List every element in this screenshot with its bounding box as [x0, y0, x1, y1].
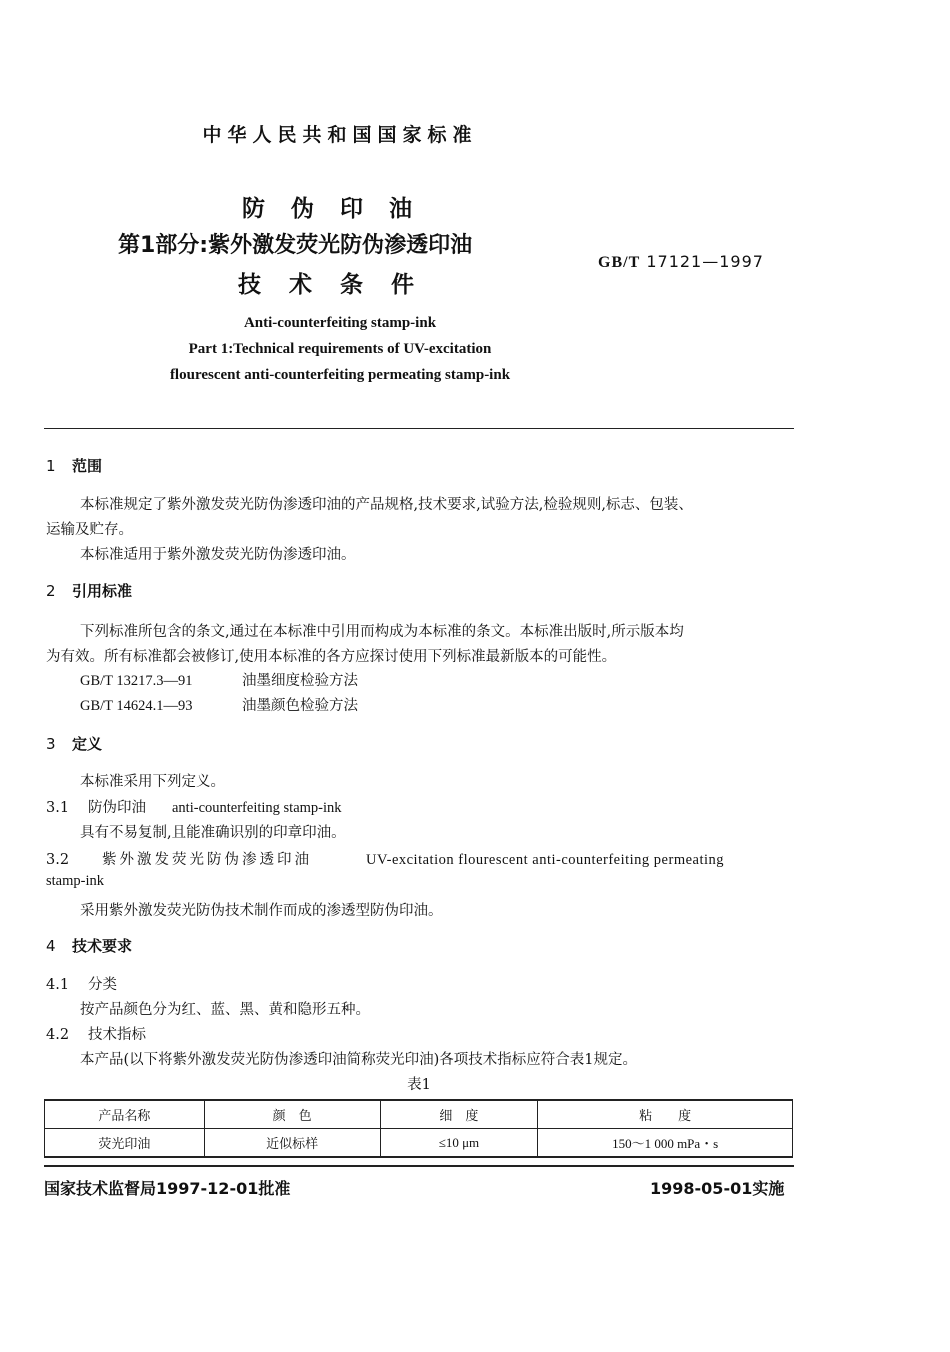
section-number: 2: [46, 582, 56, 600]
clause-number: 3.2: [46, 852, 70, 868]
reference-name: 油墨颜色检验方法: [242, 698, 358, 714]
clause-4-2-text: 本产品(以下将紫外激发荧光防伪渗透印油简称荧光印油)各项技术指标应符合表1规定。: [80, 1052, 638, 1068]
definition-3-2-text: 采用紫外激发荧光防伪技术制作而成的渗透型防伪印油。: [80, 903, 443, 919]
section-1-heading: [46, 455, 102, 476]
section-title: 引用标准: [72, 582, 133, 600]
reference-name: 油墨细度检验方法: [242, 673, 358, 689]
reference-code: GB/T 13217.3—91: [80, 673, 193, 689]
approval-info: 国家技术监督局1997-12-01批准: [44, 1179, 291, 1198]
section-2-heading: [46, 580, 132, 601]
table-cell: 150～1 000 mPa・s: [538, 1129, 793, 1158]
reference-item: [80, 669, 358, 690]
clause-4-1-text: 按产品颜色分为红、蓝、黑、黄和隐形五种。: [80, 1002, 370, 1018]
english-title-line-1: Anti-counterfeiting stamp-ink: [243, 315, 437, 331]
reference-code: GB/T 14624.1—93: [80, 698, 193, 714]
table-cell: 近似标样: [204, 1129, 380, 1158]
table-caption: 表1: [407, 1077, 431, 1093]
title-line-3: 技术条件: [238, 272, 442, 298]
clause-4-2: [46, 1023, 146, 1044]
clause-number: 4.1: [46, 977, 70, 993]
section-3-heading: [46, 733, 102, 754]
table-cell: ≤10 μm: [380, 1129, 538, 1158]
term: 防伪印油: [88, 800, 146, 816]
definition-3-1: [46, 796, 342, 817]
table-row: [45, 1129, 793, 1158]
clause-4-1: [46, 973, 117, 994]
s3-intro: 本标准采用下列定义。: [80, 774, 225, 790]
effective-date: 1998-05-01实施: [650, 1179, 785, 1198]
standard-code: [598, 252, 764, 272]
definition-3-1-text: 具有不易复制,且能准确识别的印章印油。: [80, 825, 346, 841]
header-divider: [44, 428, 794, 429]
clause-title: 技术指标: [88, 1027, 146, 1043]
standard-code-prefix: GB/T: [598, 254, 641, 271]
s2-paragraph-line-2: 为有效。所有标准都会被修订,使用本标准的各方应探讨使用下列标准最新版本的可能性。: [46, 649, 617, 665]
table-header-cell: 粘 度: [538, 1100, 793, 1129]
term: 紫外激发荧光防伪渗透印油: [102, 852, 312, 868]
clause-title: 分类: [88, 977, 117, 993]
section-number: 3: [46, 735, 56, 753]
s1-paragraph-2: 本标准适用于紫外激发荧光防伪渗透印油。: [80, 547, 356, 563]
s2-paragraph-line-1: 下列标准所包含的条文,通过在本标准中引用而构成为本标准的条文。本标准出版时,所示版本均: [80, 624, 684, 640]
spec-table: [44, 1099, 793, 1158]
section-title: 定义: [72, 735, 103, 753]
national-standard-heading: 中华人民共和国国家标准: [202, 124, 478, 146]
s1-paragraph-line-2: 运输及贮存。: [46, 522, 133, 538]
table-header-cell: 颜 色: [204, 1100, 380, 1129]
table-header-cell: 产品名称: [45, 1100, 205, 1129]
table-header-row: [45, 1100, 793, 1129]
standard-code-number: 17121—1997: [646, 252, 764, 271]
section-title: 技术要求: [72, 937, 133, 955]
term-english: UV-excitation flourescent anti-counterfeiting permeating: [366, 852, 725, 868]
english-title-line-3: flourescent anti-counterfeiting permeating stamp-ink: [169, 367, 511, 383]
section-title: 范围: [72, 457, 103, 475]
section-4-heading: [46, 935, 132, 956]
section-number: 4: [46, 937, 56, 955]
title-line-1: 防伪印油: [242, 196, 438, 222]
section-number: 1: [46, 457, 56, 475]
table-header-cell: 细 度: [380, 1100, 538, 1129]
english-title-line-2: Part 1:Technical requirements of UV-excitation: [188, 341, 492, 357]
definition-3-2: [46, 848, 724, 869]
clause-number: 3.1: [46, 800, 70, 816]
title-line-2: 第1部分:紫外激发荧光防伪渗透印油: [118, 233, 473, 258]
s1-paragraph-line-1: 本标准规定了紫外激发荧光防伪渗透印油的产品规格,技术要求,试验方法,检验规则,标志、包装、: [80, 497, 693, 513]
term-english: anti-counterfeiting stamp-ink: [172, 800, 342, 816]
table-cell: 荧光印油: [45, 1129, 205, 1158]
reference-item: [80, 694, 358, 715]
footer-divider: [44, 1165, 794, 1167]
clause-number: 4.2: [46, 1027, 70, 1043]
definition-3-2-english-cont: stamp-ink: [46, 873, 104, 889]
